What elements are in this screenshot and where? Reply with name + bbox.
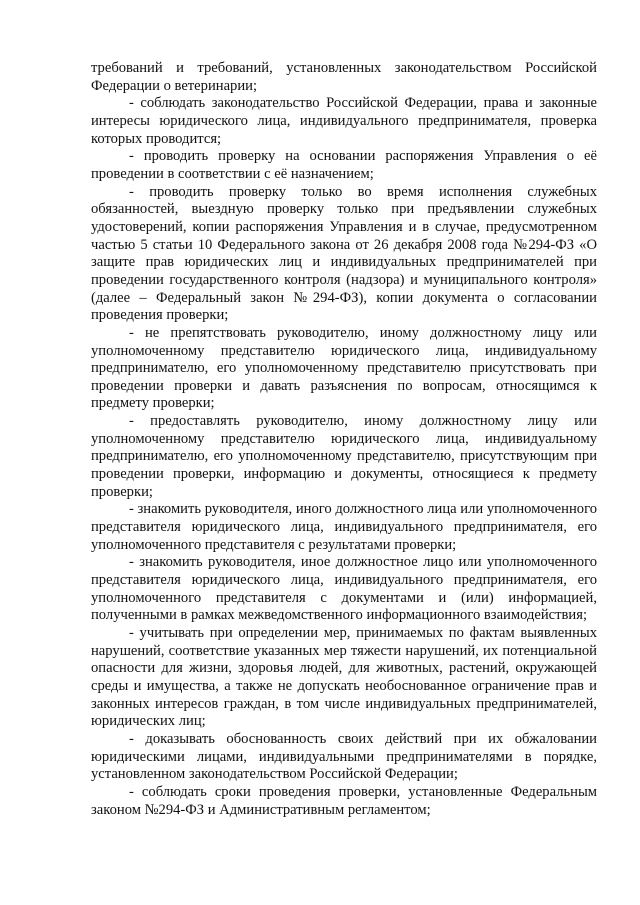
paragraph-inspection-duties: - проводить проверку только во время исполнения служебных обязанностей, выездную проверку только при предъявлении служебных удостоверений, копии распоряжения Управления и в случае, предусмотренном частью 5 статьи 10 Федерального закона от 26 декабря 2008 года №294-ФЗ «О защите прав юридических лиц и индивидуальных предпринимателей при проведении государственного контроля (надзора) и муниципального контроля» (далее – Федеральный закон №294-ФЗ), копии документа о согласовании проведения проверки; — [91, 183, 597, 324]
paragraph-inspection-basis: - проводить проверку на основании распоряжения Управления о её проведении в соответствии с её назначением; — [91, 148, 597, 182]
paragraph-observe-deadlines: - соблюдать сроки проведения проверки, установленные Федеральным законом №294-ФЗ и Административным регламентом; — [91, 783, 597, 818]
paragraph-provide-information: - предоставлять руководителю, иному должностному лицу или уполномоченному представителю юридического лица, индивидуальному предпринимателю, его уполномоченному представителю, присутствующим при проведении проверки, информацию и документы, относящиеся к предмету проверки; — [91, 413, 597, 500]
paragraph-acquaint-documents: - знакомить руководителя, иное должностное лицо или уполномоченного представителя юридического лица, индивидуального предпринимателя, его уполномоченного представителя с документами и (или) информацией, полученными в рамках межведомственного информационного взаимодействия; — [91, 554, 597, 624]
paragraph-observe-legislation: - соблюдать законодательство Российской Федерации, права и законные интересы юридического лица, индивидуального предпринимателя, проверка которых проводится; — [91, 95, 597, 147]
paragraph-continuation: требований и требований, установленных законодательством Российской Федерации о ветеринарии; — [91, 60, 597, 94]
paragraph-acquaint-results: - знакомить руководителя, иного должностного лица или уполномоченного представителя юридического лица, индивидуального предпринимателя, его уполномоченного представителя с результатами проверки; — [91, 501, 597, 553]
paragraph-justify-actions: - доказывать обоснованность своих действий при их обжаловании юридическими лицами, индивидуальными предпринимателями в порядке, установленном законодательством Российской Федерации; — [91, 730, 597, 783]
document-page — [91, 60, 597, 819]
paragraph-proportional-measures: - учитывать при определении мер, принимаемых по фактам выявленных нарушений, соответствие указанных мер тяжести нарушений, их потенциальной опасности для жизни, здоровья людей, для животных, растений, окружающей среды и имущества, а также не допускать необоснованное ограничение прав и законных интересов граждан, в том числе индивидуальных предпринимателей, юридических лиц; — [91, 625, 597, 730]
paragraph-no-obstruction: - не препятствовать руководителю, иному должностному лицу или уполномоченному представителю юридического лица, индивидуальному предпринимателю, его уполномоченному представителю присутствовать при проведении проверки и давать разъяснения по вопросам, относящимся к предмету проверки; — [91, 324, 597, 412]
